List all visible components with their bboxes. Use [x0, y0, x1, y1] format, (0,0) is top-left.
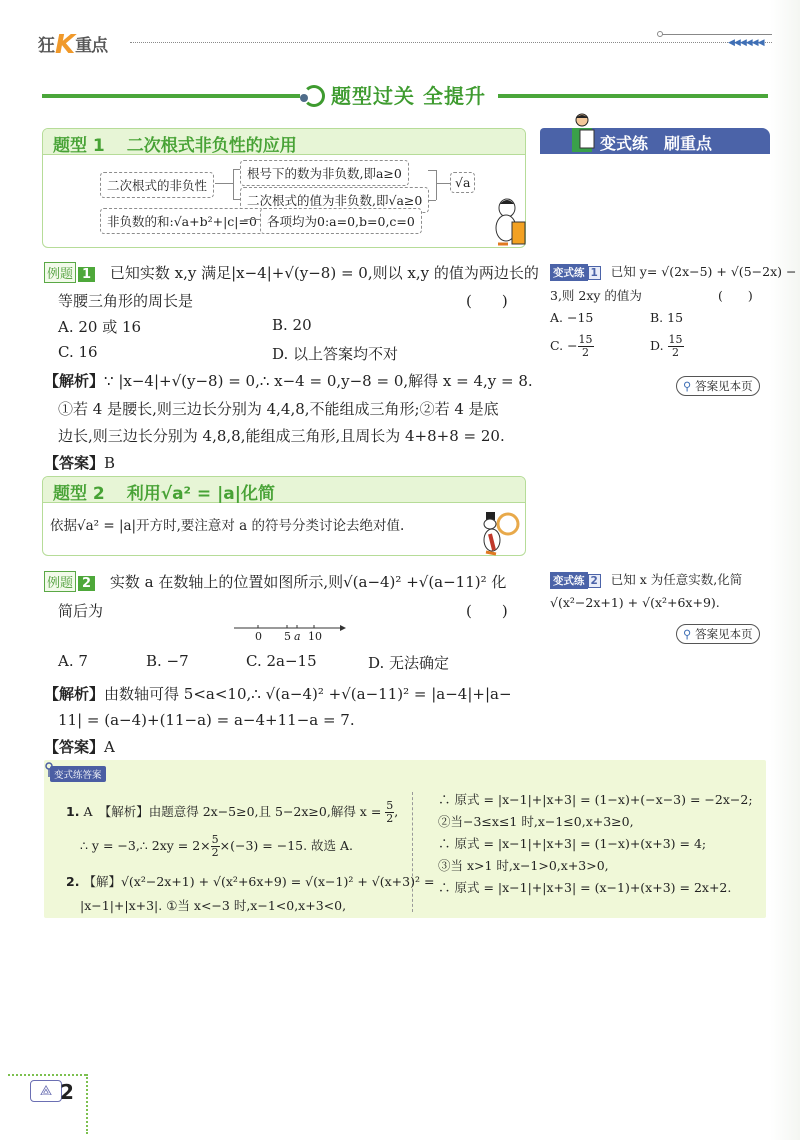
option-a[interactable]: A. 7: [58, 652, 88, 670]
example1-question-text2: 等腰三角形的周长是: [58, 292, 194, 310]
connector: [436, 170, 437, 200]
denominator: 2: [386, 812, 394, 825]
see-answer-label: 答案见本页: [695, 379, 753, 393]
option-b[interactable]: B. −7: [146, 652, 189, 670]
node-sqrt-a: √a: [450, 172, 475, 193]
answer-blank[interactable]: ( ): [466, 602, 508, 620]
example2-question-line1: [44, 571, 506, 592]
numerator: 15: [578, 333, 593, 346]
see-answer-label: 答案见本页: [695, 627, 753, 641]
page-edge-shadow: [770, 0, 800, 1140]
numerator: 5: [211, 833, 219, 846]
example2-analysis-line1: [44, 683, 512, 704]
answer-text: 【解】√(x²−2x+1) + √(x²+6x+9) = √(x−1)² + √(x+3)² =: [83, 874, 435, 889]
node-each-zero: 各项均为0:a=0,b=0,c=0: [260, 208, 422, 234]
option-b[interactable]: B. 15: [650, 310, 684, 325]
node-nonnegativity: 二次根式的非负性: [100, 172, 214, 198]
page-number: 2: [60, 1080, 74, 1104]
connector: [436, 183, 450, 184]
practice-number: 2: [588, 574, 601, 588]
connector: [215, 183, 233, 184]
example1-question-line1: [44, 262, 539, 283]
tick-label: 5: [284, 630, 291, 643]
practice-tag: 变式练: [550, 572, 588, 589]
type2-header: [43, 477, 525, 503]
answer-blank[interactable]: ( ): [466, 292, 508, 310]
answer-value: B: [104, 454, 116, 472]
answer-text: A 【解析】由题意得 2x−5≥0,且 5−2x≥0,解得 x =: [83, 804, 382, 819]
analysis-label: 【解析】: [44, 372, 105, 390]
analysis-text: 11| = (a−4)+(11−a) = a−4+11−a = 7.: [58, 711, 355, 729]
answer2-line2: |x−1|+|x+3|. ①当 x<−3 时,x−1<0,x+3<0,: [80, 898, 347, 913]
practice1-text: 已知 y= √(2x−5) + √(5−2x) −: [610, 264, 797, 279]
connector: [233, 169, 234, 199]
answer-text: ∴ y = −3,∴ 2xy = 2×: [80, 838, 211, 853]
connector: [428, 170, 436, 171]
option-c[interactable]: [550, 334, 594, 359]
type1-header: [43, 129, 525, 155]
analysis-text: ∵ |x−4|+√(y−8) = 0,∴ x−4 = 0,y−8 = 0,解得 x = 4,y = 8.: [104, 372, 533, 390]
header-rule-circle: [657, 31, 663, 37]
option-c-prefix: C. −: [550, 338, 578, 353]
banner-rule-right: [498, 94, 768, 98]
answer-text: ×(−3) = −15. 故选 A.: [219, 838, 354, 853]
answers-divider: [412, 792, 413, 912]
node-nonneg-sum: 非负数的和:√a+b²+|c|=0: [100, 208, 264, 234]
denominator: 2: [582, 346, 590, 359]
example2-question-text: 实数 a 在数轴上的位置如图所示,则√(a−4)² +√(a−11)² 化: [109, 573, 507, 591]
brand-logo: [38, 28, 107, 58]
header-rule: [660, 34, 772, 35]
answer2-line1: [66, 872, 434, 890]
denominator: 2: [211, 846, 219, 859]
type2-number: 题型 2: [53, 484, 105, 504]
answer-number: 1.: [66, 804, 80, 819]
fraction: [578, 334, 594, 359]
option-d[interactable]: [650, 334, 684, 359]
option-c[interactable]: C. 16: [58, 343, 98, 361]
header-dotted-rule: [130, 42, 772, 43]
answer-value: A: [104, 738, 115, 756]
analysis-label: 【解析】: [44, 685, 105, 703]
answer2-case2: ②当−3≤x≤1 时,x−1≤0,x+3≥0,: [438, 814, 634, 829]
fraction: [385, 800, 394, 825]
practice2-line1: [550, 570, 742, 589]
swirl-icon: [303, 85, 325, 107]
tick-label: 10: [308, 630, 322, 643]
tick-label: 0: [255, 630, 262, 643]
analysis-text: ①若 4 是腰长,则三边长分别为 4,4,8,不能组成三角形;②若 4 是底: [58, 400, 499, 418]
see-answer-button-2[interactable]: [676, 624, 760, 644]
practice-tag: 变式练: [550, 264, 588, 281]
section-banner: [303, 80, 486, 109]
example2-answer: [44, 736, 115, 757]
type2-tip: 依据√a² = |a|开方时,要注意对 a 的符号分类讨论去绝对值.: [50, 518, 405, 534]
connector: [428, 200, 436, 201]
answer1-line2: [80, 834, 353, 859]
option-a[interactable]: A. 20 或 16: [58, 318, 142, 336]
see-answer-button-1[interactable]: [676, 376, 760, 396]
arrows-icon: ◀◀◀◀◀◀: [728, 38, 764, 48]
practice1-text2: 3,则 2xy 的值为: [550, 288, 642, 303]
option-d[interactable]: D. 无法确定: [368, 654, 450, 672]
practice1-line1: [550, 262, 796, 281]
practice2-text2: √(x²−2x+1) + √(x²+6x+9).: [550, 595, 720, 610]
banner-rule-left: [42, 94, 300, 98]
option-d-prefix: D.: [650, 338, 664, 353]
answer2-case2-result: ∴ 原式 = |x−1|+|x+3| = (1−x)+(x+3) = 4;: [438, 836, 707, 851]
type1-title: 二次根式非负性的应用: [126, 136, 297, 156]
answer-label: 【答案】: [44, 454, 105, 472]
answer2-case1-result: ∴ 原式 = |x−1|+|x+3| = (1−x)+(−x−3) = −2x−2;: [438, 792, 753, 807]
brand-k: K: [55, 30, 75, 60]
answer-number: 2.: [66, 874, 80, 889]
key-icon: ⚲: [683, 627, 692, 641]
example2-question-text2: 简后为: [58, 602, 104, 620]
detective-mascot-icon: [476, 510, 522, 556]
footer-dotted-rule-vertical: [86, 1074, 88, 1134]
answer2-case3-result: ∴ 原式 = |x−1|+|x+3| = (x−1)+(x+3) = 2x+2.: [438, 880, 732, 895]
tick-label: a: [294, 630, 301, 643]
numerator: 5: [386, 799, 394, 812]
example-number: 1: [78, 267, 95, 282]
answer1-line1: 1. A 【解析】由题意得 2x−5≥0,且 5−2x≥0,解得 x = $\frac{5}{2}$ ,: [66, 799, 399, 825]
example1-answer: [44, 452, 115, 473]
arrow-connector: [244, 219, 260, 220]
node-radicand-nonneg: 根号下的数为非负数,即a≥0: [240, 160, 409, 186]
example1-question-text: 已知实数 x,y 满足|x−4|+√(y−8) = 0,则以 x,y 的值为两边长的: [109, 264, 539, 282]
denominator: 2: [672, 346, 680, 359]
answers-tag: 变式练答案: [50, 766, 106, 782]
answer-label: 【答案】: [44, 738, 105, 756]
practice-number: 1: [588, 266, 601, 280]
type1-number: 题型 1: [53, 136, 105, 156]
answer-blank[interactable]: ( ): [718, 288, 753, 303]
numerator: 15: [668, 333, 683, 346]
fraction: [668, 334, 684, 359]
answer2-case3: ③当 x>1 时,x−1>0,x+3>0,: [438, 858, 609, 873]
banner-title: 题型过关 全提升: [331, 84, 486, 108]
footer-dotted-rule: [8, 1074, 86, 1076]
practice2-text: 已知 x 为任意实数,化简: [610, 572, 743, 587]
brand-text-left: 狂: [38, 36, 54, 56]
example-number: 2: [78, 576, 95, 591]
example1-analysis-line1: [44, 370, 533, 391]
example-tag: 例题: [44, 571, 76, 592]
practice-header-title: 变式练 刷重点: [600, 134, 713, 153]
brand-text-right: 重点: [75, 36, 108, 56]
analysis-text: 边长,则三边长分别为 4,8,8,能组成三角形,且周长为 4+8+8 = 20.: [58, 427, 505, 445]
option-d[interactable]: D. 以上答案均不对: [272, 345, 399, 363]
option-c[interactable]: C. 2a−15: [246, 652, 317, 670]
node-value-nonneg: 二次根式的值为非负数,即√a≥0: [240, 187, 429, 213]
example-tag: 例题: [44, 262, 76, 283]
analysis-text: 由数轴可得 5<a<10,∴ √(a−4)² +√(a−11)² = |a−4|+|a−: [104, 685, 512, 703]
compass-icon: ⟁: [30, 1080, 62, 1102]
key-icon: ⚲: [683, 379, 692, 393]
type2-title: 利用√a² = |a|化简: [126, 484, 275, 504]
thinking-mascot-icon: [492, 196, 526, 248]
option-b[interactable]: B. 20: [272, 316, 312, 334]
reading-figure-icon: [566, 112, 598, 154]
option-a[interactable]: A. −15: [550, 310, 594, 325]
fraction: [211, 834, 220, 859]
